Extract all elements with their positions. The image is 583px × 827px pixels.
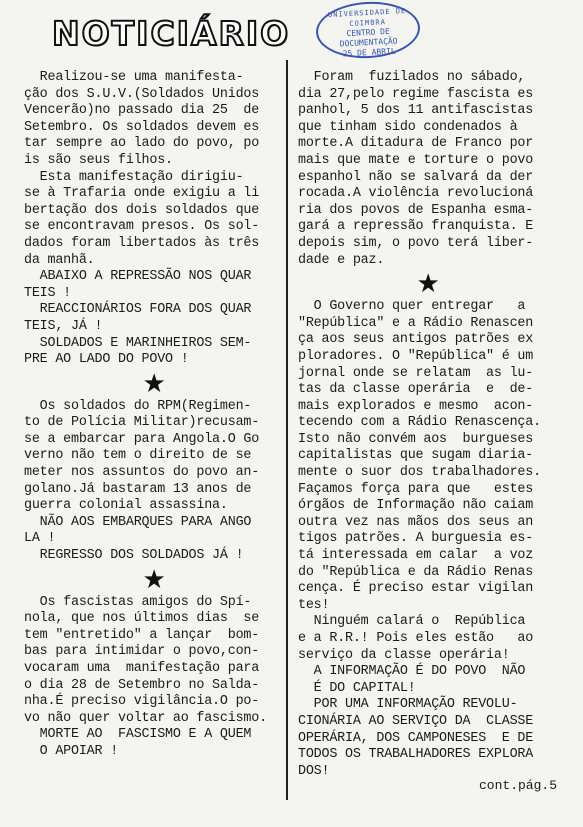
text-line: ção dos S.U.V.(Soldados Unidos (24, 86, 260, 102)
text-line: depois sim, o povo terá liber- (298, 235, 534, 251)
stamp-line-2: DOCUMENTAÇÃO (339, 36, 398, 49)
page-title: NOTICIÁRIO (52, 14, 291, 53)
continued-page-note: cont.pág.5 (478, 778, 557, 793)
text-line: outra vez nas mãos dos seus an (298, 514, 534, 530)
text-line: órgãos de Informação não caiam (298, 498, 534, 514)
text-line: mente o suor dos trabalhadores. (298, 465, 541, 481)
text-line: NÃO AOS EMBARQUES PARA ANGO (24, 514, 252, 530)
text-line: se encontravam presos. Os sol- (24, 219, 260, 235)
text-line: ploradores. O "República" é um (298, 348, 534, 364)
text-line: serviço da classe operária! (298, 647, 510, 663)
star-separator-icon: ★ (142, 564, 166, 595)
text-line: "República" e a Rádio Renascen (298, 315, 534, 331)
text-line: vo não quer voltar ao fascismo. (24, 710, 267, 726)
text-line: gará a repressão franquista. E (298, 219, 534, 235)
text-line: meter nos assuntos do povo an- (24, 465, 260, 481)
text-line: TODOS OS TRABALHADORES EXPLORA (298, 747, 534, 763)
text-line: SOLDADOS E MARINHEIROS SEM- (24, 335, 252, 351)
text-line: O Governo quer entregar a (298, 299, 526, 315)
text-line: rocada.A violência revolucioná (298, 186, 534, 202)
text-line: nola, que nos últimos dias se (24, 611, 260, 627)
text-line: Façamos força para que estes (298, 481, 534, 497)
text-line: PRE AO LADO DO POVO ! (24, 352, 189, 368)
text-line: POR UMA INFORMAÇÃO REVOLU- (298, 697, 518, 713)
archive-stamp (315, 0, 422, 61)
left-column (24, 70, 284, 761)
text-line: CIONÁRIA AO SERVIÇO DA CLASSE (298, 713, 534, 729)
text-line: tigos patrões. A burguesia es- (298, 531, 534, 547)
stamp-line-3: 25 DE ABRIL (342, 46, 396, 59)
text-line: morte.A ditadura de Franco por (298, 136, 534, 152)
text-line: Realizou-se uma manifesta- (24, 70, 244, 85)
text-line: mais explorados e mesmo acon- (298, 398, 534, 414)
text-line: LA ! (24, 531, 56, 547)
text-line: espanhol não se salvará da der (298, 169, 534, 185)
text-line: Isto não convém aos burgueses (298, 431, 534, 447)
text-line: TEIS ! (24, 285, 72, 301)
text-line: Setembro. Os soldados devem es (24, 119, 260, 135)
text-line: Vencerão)no passado dia 25 de (24, 103, 260, 119)
text-line: se à Trafaria onde exigiu a li (24, 186, 260, 202)
text-line: MORTE AO FASCISMO E A QUEM (24, 727, 252, 743)
text-line: Ninguém calará o República (298, 614, 526, 630)
text-line: Os soldados do RPM(Regimen- (24, 398, 252, 414)
text-line: tá interessada em calar a voz (298, 548, 534, 564)
text-line: guerra colonial assassina. (24, 498, 228, 514)
stamp-outer-text: UNIVERSIDADE DE COIMBRA (327, 6, 407, 28)
text-line: Os fascistas amigos do Spí- (24, 594, 252, 610)
text-line: verno não tem o direito de se (24, 448, 252, 464)
text-line: Esta manifestação dirigiu- (24, 169, 244, 185)
text-line: que tinham sido condenados à (298, 119, 518, 135)
text-line: tes! (298, 597, 330, 613)
text-line: is são seus filhos. (24, 152, 173, 168)
text-line: dados foram libertados às três (24, 235, 260, 251)
text-line: se a embarcar para Angola.O Go (24, 431, 260, 447)
text-line: da manhã. (24, 252, 95, 268)
text-line: ça aos seus antigos patrões ex (298, 332, 534, 348)
stamp-line-1: CENTRO DE (346, 26, 391, 39)
text-line: A INFORMAÇÃO É DO POVO NÃO (298, 664, 526, 680)
text-line: capitalistas que sugam diaria- (298, 448, 534, 464)
text-line: DOS! (298, 763, 330, 779)
star-separator-icon: ★ (142, 368, 166, 399)
text-line: bas para intimidar o povo,con- (24, 644, 260, 660)
text-line: o dia 28 de Setembro no Salda- (24, 677, 260, 693)
text-line: nha.É preciso vigilância.O po- (24, 694, 260, 710)
text-line: panhol, 5 dos 11 antifascistas (298, 103, 534, 119)
right-column (298, 70, 558, 780)
text-line: tecendo com a Rádio Renascença. (298, 415, 541, 431)
text-line: Foram fuzilados no sábado, (298, 70, 526, 85)
text-line: O APOIAR ! (24, 743, 119, 759)
text-line: do "República e da Rádio Renas (298, 564, 534, 580)
text-line: OPERÁRIA, DOS CAMPONESES E DE (298, 730, 534, 746)
text-line: bertação dos dois soldados que (24, 202, 260, 218)
text-line: TEIS, JÁ ! (24, 318, 103, 334)
text-line: ria dos povos de Espanha esma- (298, 202, 534, 218)
text-line: jornal onde se relatam as lu- (298, 365, 534, 381)
text-line: dia 27,pelo regime fascista es (298, 86, 534, 102)
text-line: ABAIXO A REPRESSÃO NOS QUAR (24, 269, 252, 285)
text-line: e a R.R.! Pois eles estão ao (298, 631, 534, 646)
star-separator-icon: ★ (416, 269, 440, 300)
text-line: tar sempre ao lado do povo, po (24, 136, 260, 152)
text-line: REACCIONÁRIOS FORA DOS QUAR (24, 302, 252, 318)
text-line: REGRESSO DOS SOLDADOS JÁ ! (24, 548, 244, 564)
text-line: mais que mate e torture o povo (298, 152, 534, 168)
text-line: to de Polícia Militar)recusam- (24, 415, 260, 431)
text-line: dade e paz. (298, 252, 385, 268)
text-line: tas da classe operária e de- (298, 382, 534, 398)
text-line: tem "entretido" a lançar bom- (24, 627, 260, 643)
text-line: É DO CAPITAL! (298, 680, 416, 696)
text-line: golano.Já bastaram 13 anos de (24, 481, 252, 497)
text-line: vocaram uma manifestação para (24, 661, 260, 676)
column-divider (286, 60, 288, 800)
text-line: cença. É preciso estar vigilan (298, 581, 534, 597)
